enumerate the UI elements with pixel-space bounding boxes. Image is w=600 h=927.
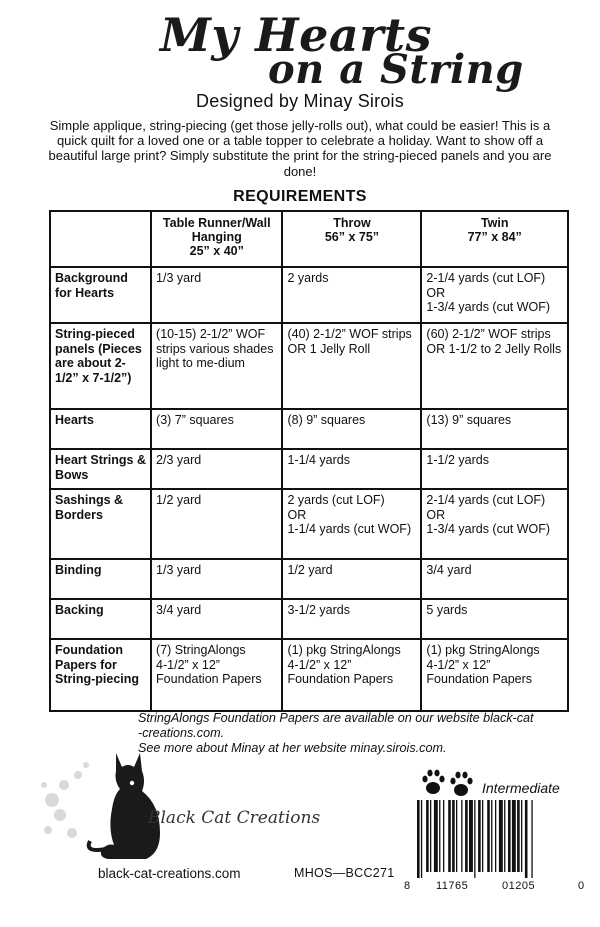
paw-print-icon — [450, 772, 472, 796]
table-cell: 1/2 yard — [151, 489, 282, 559]
barcode-icon — [415, 800, 577, 878]
table-row — [50, 267, 568, 323]
pattern-title-line1: My Hearts — [160, 8, 433, 62]
table-cell: (40) 2-1/2” WOF strips OR 1 Jelly Roll — [282, 323, 421, 409]
column-header — [421, 211, 568, 267]
row-label: Hearts — [50, 409, 151, 449]
table-row — [50, 449, 568, 489]
barcode-digit: 8 — [404, 880, 411, 892]
cat-collar-icon — [130, 781, 134, 785]
brand-name: Black Cat Creations — [148, 808, 321, 828]
table-cell: (1) pkg StringAlongs 4-1/2” x 12” Foundation Papers — [282, 639, 421, 711]
table-row — [50, 639, 568, 711]
table-cell: 1/3 yard — [151, 267, 282, 323]
barcode-digit: 11765 — [436, 880, 469, 892]
table-cell: (3) 7” squares — [151, 409, 282, 449]
column-header — [151, 211, 282, 267]
table-cell: 2 yards — [282, 267, 421, 323]
table-row — [50, 409, 568, 449]
column-header-name: Twin — [480, 216, 509, 230]
table-row — [50, 599, 568, 639]
row-label: Heart Strings & Bows — [50, 449, 151, 489]
table-cell: (60) 2-1/2” WOF strips OR 1-1/2 to 2 Jelly Rolls — [421, 323, 568, 409]
brand-website: black-cat-creations.com — [98, 866, 241, 881]
corner-cell — [50, 211, 151, 267]
row-label: String-pieced panels (Pieces are about 2-1/2” x 7-1/2”) — [50, 323, 151, 409]
table-cell: 1/2 yard — [282, 559, 421, 599]
product-code: MHOS—BCC271 — [294, 866, 395, 880]
table-row — [50, 489, 568, 559]
floral-flourish-icon — [41, 762, 89, 838]
row-label: Foundation Papers for String-piecing — [50, 639, 151, 711]
designer-credit: Designed by Minay Sirois — [196, 91, 404, 111]
requirements-body — [50, 267, 568, 711]
barcode-digit: 01205 — [502, 880, 536, 892]
skill-level: Intermediate — [482, 780, 560, 796]
column-header-name: Throw — [333, 216, 371, 230]
row-label: Binding — [50, 559, 151, 599]
barcode-digit: 0 — [578, 880, 585, 892]
row-label: Sashings & Borders — [50, 489, 151, 559]
table-cell: (10-15) 2-1/2” WOF strips various shades light to me-dium — [151, 323, 282, 409]
table-cell: 2-1/4 yards (cut LOF) OR 1-3/4 yards (cut WOF) — [421, 267, 568, 323]
table-cell: (7) StringAlongs 4-1/2” x 12” Foundation Papers — [151, 639, 282, 711]
table-cell: 2-1/4 yards (cut LOF) OR 1-3/4 yards (cut WOF) — [421, 489, 568, 559]
table-row — [50, 559, 568, 599]
row-label: Backing — [50, 599, 151, 639]
table-cell: (13) 9” squares — [421, 409, 568, 449]
table-cell: 3-1/2 yards — [282, 599, 421, 639]
table-cell: 1/3 yard — [151, 559, 282, 599]
column-header-size: 56” x 75” — [324, 230, 380, 244]
pattern-title-line2: on a String — [268, 46, 524, 93]
column-header-size: 77” x 84” — [467, 230, 522, 244]
intro-paragraph: Simple applique, string-piecing (get those jelly-rolls out), what could be easier! This is a quick quilt for a loved one or a table topper to celebrate a holiday. Want to show off a beautiful large print? Simply substitute the print for the string-pieced panels and you are done! — [48, 118, 552, 179]
table-cell: 3/4 yard — [421, 559, 568, 599]
column-header-size: 25” x 40” — [189, 244, 244, 258]
table-row — [50, 323, 568, 409]
black-cat-logo — [38, 745, 308, 865]
table-cell: (8) 9” squares — [282, 409, 421, 449]
paw-rating — [421, 768, 477, 800]
column-header-name: Table Runner/Wall Hanging — [162, 216, 271, 244]
requirements-table — [49, 210, 569, 712]
cat-silhouette-icon — [101, 753, 160, 859]
table-cell: 2 yards (cut LOF) OR 1-1/4 yards (cut WOF) — [282, 489, 421, 559]
footnote-designer: See more about Minay at her website minay.sirois.com. — [138, 741, 447, 755]
table-cell: 1-1/4 yards — [282, 449, 421, 489]
table-cell: (1) pkg StringAlongs 4-1/2” x 12” Foundation Papers — [421, 639, 568, 711]
table-cell: 2/3 yard — [151, 449, 282, 489]
footnote-papers: StringAlongs Foundation Papers are available on our website black-cat -creations.com. — [138, 711, 534, 740]
paw-print-icon — [422, 770, 444, 794]
table-cell: 3/4 yard — [151, 599, 282, 639]
column-header — [282, 211, 421, 267]
table-cell: 5 yards — [421, 599, 568, 639]
row-label: Background for Hearts — [50, 267, 151, 323]
table-cell: 1-1/2 yards — [421, 449, 568, 489]
requirements-heading: REQUIREMENTS — [233, 188, 367, 205]
